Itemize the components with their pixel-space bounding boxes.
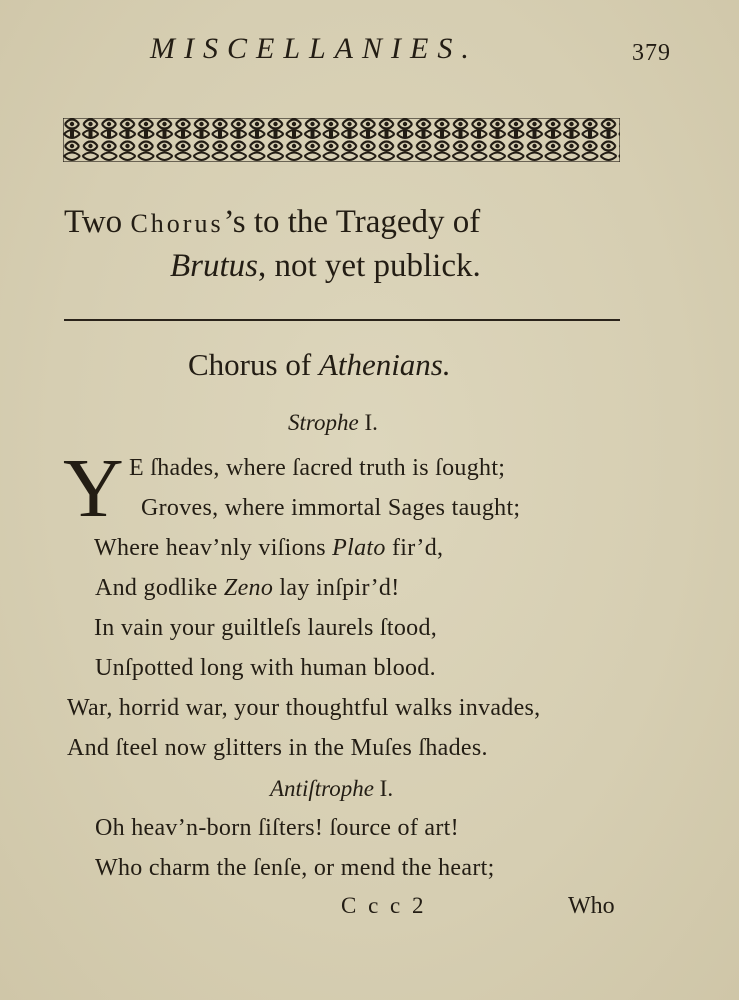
horizontal-rule <box>64 319 620 321</box>
catchword: Who <box>568 893 615 919</box>
signature-mark: C c c 2 <box>341 893 427 918</box>
verse-line-4 <box>95 575 400 602</box>
verse-line-3-b: fir’d, <box>385 535 444 561</box>
verse-line-4-b: lay inſpir’d! <box>273 575 400 601</box>
antistrophe-label <box>270 776 393 802</box>
verse-line-3 <box>94 535 443 562</box>
verse-line-4-a: And godlike <box>95 575 224 601</box>
strophe-word: Strophe <box>288 410 359 435</box>
strophe-label <box>288 410 378 436</box>
verse-line-10: Who charm the ſenſe, or mend the heart; <box>95 855 495 881</box>
decorative-headpiece <box>63 118 620 162</box>
title-line-1 <box>64 204 480 241</box>
verse-line-8: And ſteel now glitters in the Muſes ſhades. <box>67 735 488 761</box>
verse-line-5: In vain your guiltleſs laurels ſtood, <box>94 615 438 641</box>
verse-line-4-zeno: Zeno <box>223 575 274 601</box>
title-brutus: Brutus <box>170 248 259 284</box>
page-number: 379 <box>632 40 671 66</box>
title-chorus-smallcaps: Chorus <box>130 209 224 238</box>
title-line-2 <box>170 248 481 285</box>
verse-line-7: War, horrid war, your thoughtful walks invades, <box>67 695 541 721</box>
drop-cap: Y <box>63 442 124 535</box>
section-heading <box>188 347 451 383</box>
subhead-athenians: Athenians. <box>318 347 451 382</box>
verse-line-1: E ſhades, where ſacred truth is ſought; <box>129 455 506 481</box>
antistrophe-word: Antiſtrophe <box>270 776 374 801</box>
subhead-prefix: Chorus of <box>188 347 319 382</box>
verse-line-3-a: Where heav’nly viſions <box>94 535 333 561</box>
verse-line-6: Unſpotted long with human blood. <box>95 655 436 681</box>
verse-line-2: Groves, where immortal Sages taught; <box>141 495 521 521</box>
verse-line-9: Oh heav’n-born ſiſters! ſource of art! <box>95 815 459 841</box>
title-line2-end: , not yet publick. <box>258 248 481 284</box>
verse-line-3-plato: Plato <box>332 535 386 561</box>
title-line1-end: ’s to the Tragedy of <box>223 204 481 240</box>
antistrophe-number: I. <box>373 776 394 801</box>
title-word-two: Two <box>64 204 131 240</box>
running-title: MISCELLANIES. <box>150 32 478 65</box>
strophe-number: I. <box>358 410 378 435</box>
